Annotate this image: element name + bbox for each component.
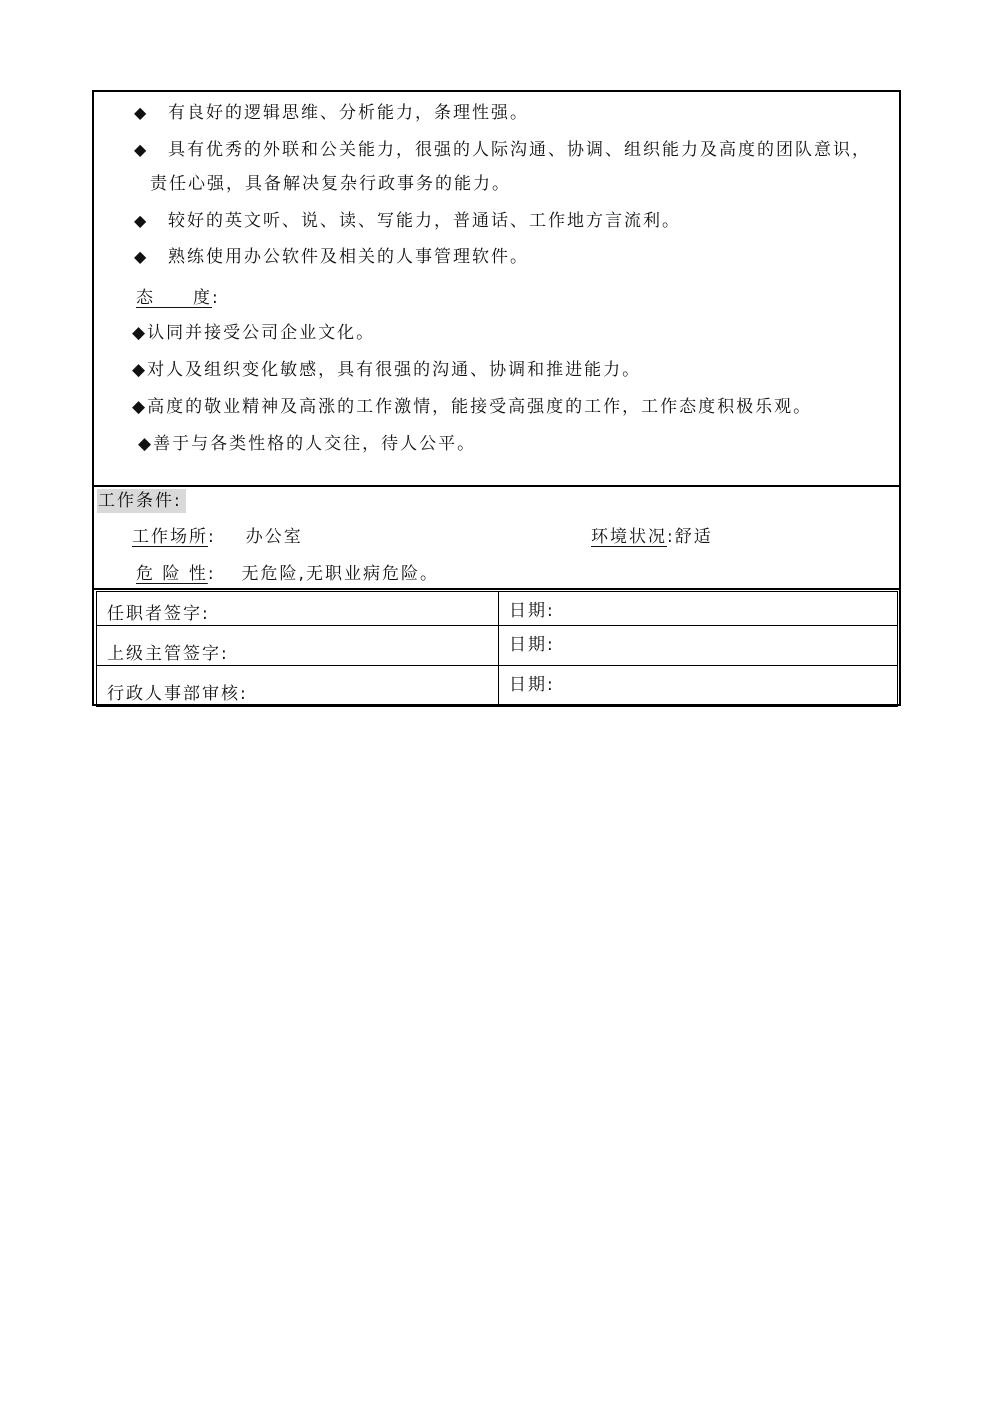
ability-item — [134, 102, 529, 124]
signature-label: 行政人事部审核: — [97, 666, 499, 707]
table-row — [97, 666, 898, 707]
date-label: 日期: — [499, 626, 898, 666]
table-row — [97, 592, 898, 626]
environment: 环境状况:舒适 — [591, 527, 713, 547]
conditions-heading: 工作条件: — [97, 489, 186, 513]
ability-text: 较好的英文听、说、读、写能力，普通话、工作地方言流利。 — [168, 211, 681, 231]
date-label: 日期: — [499, 592, 898, 626]
bullet-diamond-icon: ◆ — [134, 247, 149, 266]
bullet-diamond-icon: ◆ — [134, 103, 149, 122]
signature-label: 上级主管签字: — [97, 626, 499, 666]
ability-text: 熟练使用办公软件及相关的人事管理软件。 — [168, 247, 529, 267]
attitude-heading: 态 度: — [136, 288, 220, 308]
job-description-frame — [92, 90, 901, 706]
attitude-item: ◆对人及组织变化敏感，具有很强的沟通、协调和推进能力。 — [132, 360, 642, 380]
section-divider — [94, 588, 899, 590]
signature-table — [96, 591, 898, 707]
attitude-item: ◆善于与各类性格的人交往，待人公平。 — [138, 434, 477, 454]
ability-item — [134, 139, 871, 161]
work-place: 工作场所: 办公室 — [132, 527, 303, 547]
date-label: 日期: — [499, 666, 898, 707]
section-divider — [94, 485, 899, 487]
attitude-item: ◆高度的敬业精神及高涨的工作激情，能接受高强度的工作，工作态度积极乐观。 — [132, 397, 813, 417]
ability-text: 有良好的逻辑思维、分析能力，条理性强。 — [168, 103, 529, 123]
ability-item — [134, 246, 529, 268]
ability-item — [134, 210, 681, 232]
risk: 危 险 性: 无危险,无职业病危险。 — [136, 564, 439, 584]
signature-label: 任职者签字: — [97, 592, 499, 626]
ability-text-continued: 责任心强，具备解决复杂行政事务的能力。 — [150, 174, 511, 194]
attitude-item: ◆认同并接受公司企业文化。 — [132, 323, 376, 343]
ability-text: 具有优秀的外联和公关能力，很强的人际沟通、协调、组织能力及高度的团队意识， — [168, 140, 871, 160]
table-row — [97, 626, 898, 666]
bullet-diamond-icon: ◆ — [134, 211, 149, 230]
bullet-diamond-icon: ◆ — [134, 140, 149, 159]
